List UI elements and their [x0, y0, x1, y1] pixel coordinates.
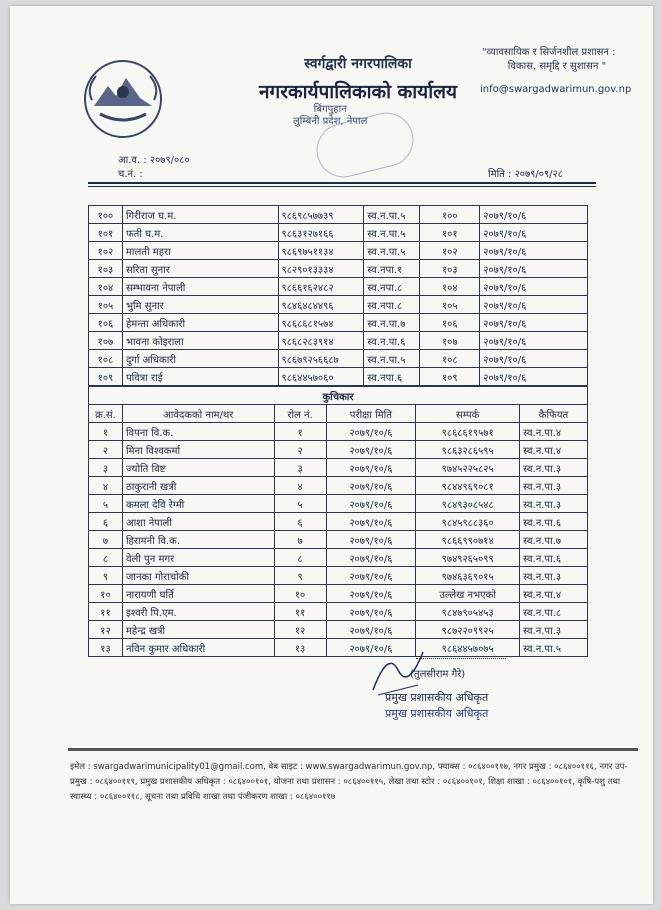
table-cell: १०० [89, 206, 123, 224]
table-cell: २०७९/१०/६ [480, 350, 588, 368]
table-cell: ४ [89, 477, 123, 495]
table-cell: स्व.नपा.१ [364, 260, 420, 278]
office-title: नगरकार्यपालिकाको कार्यालय [258, 81, 458, 103]
table-cell: २०७९/१०/६ [326, 603, 416, 621]
table-cell: ९८६९७५११३४ [278, 242, 364, 260]
table-cell: १०९ [89, 368, 123, 386]
table-cell: १०५ [420, 296, 480, 314]
table-cell: ९७४९२६५०९९ [416, 549, 520, 567]
office-name: स्वर्गद्वारी नगरपालिका [304, 56, 412, 72]
table-cell: १३ [274, 639, 326, 657]
table-cell: २०७९/१०/६ [480, 278, 588, 296]
table-cell: महेन्द्र खत्री [122, 621, 274, 639]
table-cell: स्व.नपा.८ [364, 278, 420, 296]
table-cell: १ [274, 423, 326, 441]
table-cell: २०७९/१०/६ [326, 621, 416, 639]
address-line-2: लुम्बिनी प्रदेश, नेपाल [293, 116, 368, 127]
table-cell: ९८४४९६९०८१ [416, 477, 520, 495]
table-cell: ९८४७९०५४५३ [416, 603, 520, 621]
column-header: सम्पर्क [416, 405, 520, 423]
table-cell: २०७९/१०/६ [480, 314, 588, 332]
letter-date: मिति : २०७९/०९/२८ [488, 169, 563, 180]
table-cell: १२ [274, 621, 326, 639]
table-cell: १२ [89, 621, 123, 639]
table-cell: स्व.न.पा.७ [520, 531, 588, 549]
table-cell: ९८४९३०८५४८ [416, 495, 520, 513]
table-cell: नविन कुमार अधिकारी [122, 639, 274, 657]
table-row [89, 585, 588, 603]
table-cell: २०७९/१०/६ [326, 459, 416, 477]
table-row [89, 495, 588, 513]
column-header: क्र.सं. [89, 405, 123, 423]
table-cell: ११ [89, 603, 123, 621]
table-row [89, 224, 588, 242]
table-cell: २०७९/१०/६ [480, 206, 588, 224]
table-cell: २०७९/१०/६ [326, 495, 416, 513]
table-row [89, 459, 588, 477]
table-cell: आशा नेपाली [122, 513, 274, 531]
table-cell: ८ [274, 549, 326, 567]
table-cell: स्व.न.पा.३ [520, 459, 588, 477]
table-row [89, 260, 588, 278]
table-cell: ११ [274, 603, 326, 621]
nepal-emblem-logo [82, 58, 164, 140]
table-row [89, 423, 588, 441]
table-cell: ७ [89, 531, 123, 549]
address-line-1: बिंगपुहान [313, 104, 347, 115]
table-header-row [89, 405, 588, 423]
table-row [89, 242, 588, 260]
table-cell: जानका गोराचोकी [122, 567, 274, 585]
table-cell: ज्योति विष्ट [122, 459, 274, 477]
table-cell: १०६ [420, 314, 480, 332]
table-cell: नारायणी घर्ति [122, 585, 274, 603]
table-cell: ९ [89, 567, 123, 585]
ref-number: च.नं. : [118, 169, 143, 180]
table-cell: भावना कोइराला [122, 332, 278, 350]
table-cell: स्व.न.पा.३ [520, 495, 588, 513]
table-cell: स्व.न.पा.५ [364, 224, 420, 242]
table-cell: २०७९/१०/६ [480, 224, 588, 242]
table-cell: २०७९/१०/६ [480, 296, 588, 314]
table-cell: ९८६४४५७०६० [278, 368, 364, 386]
table-cell: ३ [89, 459, 123, 477]
table-cell: ९८६८२८३९१४ [278, 332, 364, 350]
table-cell: ९ [274, 567, 326, 585]
table-cell: २०७९/१०/६ [480, 260, 588, 278]
table-cell: स्व.न.पा.६ [364, 332, 420, 350]
table-cell: ५ [274, 495, 326, 513]
table-cell: २०७९/१०/६ [480, 332, 588, 350]
table-row [89, 206, 588, 224]
table-cell: स्व.नपा.६ [364, 368, 420, 386]
table-cell: ९८६३२८६५९५ [416, 441, 520, 459]
column-header: परीक्षा मिति [326, 405, 416, 423]
table-cell: ८ [89, 549, 123, 567]
table-cell: १०७ [420, 332, 480, 350]
table-cell: २०७९/१०/६ [326, 441, 416, 459]
table-cell: फती घ.म. [122, 224, 278, 242]
table-cell: २०७९/१०/६ [326, 567, 416, 585]
footer-divider [68, 748, 638, 751]
kuchikar-table-body [89, 423, 588, 657]
table-cell: गिरीराज घ.म. [122, 206, 278, 224]
table-cell: २०७९/१०/६ [326, 477, 416, 495]
table-cell: १०० [420, 206, 480, 224]
table-row [89, 621, 588, 639]
table-row [89, 314, 588, 332]
table-cell: स्व.न.पा.४ [520, 585, 588, 603]
table-cell: २०७९/१०/६ [326, 531, 416, 549]
signatory-designation: प्रमुख प्रशासकीय अधिकृत [385, 691, 489, 704]
table-cell: १०९ [420, 368, 480, 386]
table-row [89, 477, 588, 495]
table-cell: मालती महरा [122, 242, 278, 260]
table-cell: ५ [89, 495, 123, 513]
table-cell: १०३ [420, 260, 480, 278]
table-cell: सम्भावना नेपाली [122, 278, 278, 296]
table-cell: ९८६९८५७७३९ [278, 206, 364, 224]
column-header: कैफियत [520, 405, 588, 423]
applicant-table-1 [88, 205, 588, 386]
table-cell: १०४ [420, 278, 480, 296]
table-cell: कमला देवि रेग्मी [122, 495, 274, 513]
table-cell: ६ [89, 513, 123, 531]
table-cell: स्व.नपा.८ [364, 296, 420, 314]
applicant-table-1-body [89, 206, 588, 386]
table-cell: पवित्रा राई [122, 368, 278, 386]
table-cell: ६ [274, 513, 326, 531]
table-cell: हिरामनी वि.क. [122, 531, 274, 549]
table-cell: १०४ [89, 278, 123, 296]
table-row [89, 531, 588, 549]
table-cell: मिना विश्वकर्मा [122, 441, 274, 459]
table-cell: २०७९/१०/६ [326, 423, 416, 441]
signature-line [416, 658, 506, 659]
table-row [89, 332, 588, 350]
office-email: info@swargadwarimun.gov.np [480, 84, 632, 95]
header-divider-thin [88, 186, 596, 187]
table-cell: स्व.न.पा.७ [364, 314, 420, 332]
table-cell: स्व.न.पा.३ [520, 567, 588, 585]
table-cell: ९८६४४५७०७५ [416, 639, 520, 657]
table-cell: ३ [274, 459, 326, 477]
table-cell: १०१ [420, 224, 480, 242]
table-cell: २०७९/१०/६ [480, 242, 588, 260]
table-cell: ९८४५९८८३६० [416, 513, 520, 531]
table-row [89, 350, 588, 368]
table-cell: १०६ [89, 314, 123, 332]
table-row [89, 296, 588, 314]
table-cell: १०१ [89, 224, 123, 242]
table-cell: स्व.न.पा.६ [520, 513, 588, 531]
table-cell: स्व.न.पा.४ [520, 423, 588, 441]
table-cell: १ [89, 423, 123, 441]
table-cell: ९८६६९९०७१४ [416, 531, 520, 549]
table-cell: ४ [274, 477, 326, 495]
section-title: कुचिकार [89, 387, 588, 405]
table-cell: ९७४५२२५८२५ [416, 459, 520, 477]
table-cell: स्व.न.पा.५ [364, 350, 420, 368]
table-cell: २०७९/१०/६ [326, 549, 416, 567]
table-cell: ठाकुरानी खत्री [122, 477, 274, 495]
table-cell: भुमि सुनार [122, 296, 278, 314]
table-cell: स्व.न.पा.८ [520, 603, 588, 621]
table-row [89, 603, 588, 621]
table-cell: १०३ [89, 260, 123, 278]
table-cell: स्व.न.पा.६ [520, 549, 588, 567]
table-cell: ९७४६३६९०१५ [416, 567, 520, 585]
table-cell: स्व.न.पा.५ [364, 242, 420, 260]
table-row [89, 639, 588, 657]
table-row [89, 549, 588, 567]
table-cell: ९८७२२०९९२५ [416, 621, 520, 639]
table-cell: ९८६३१२७१६६ [278, 224, 364, 242]
table-cell: ९८४६४८४४९६ [278, 296, 364, 314]
table-cell: ९८२९०१३३३४ [278, 260, 364, 278]
table-cell: स्व.न.पा.३ [520, 477, 588, 495]
table-cell: २०७९/१०/६ [326, 585, 416, 603]
table-cell: २ [274, 441, 326, 459]
table-cell: २०७९/१०/६ [326, 513, 416, 531]
table-cell: ७ [274, 531, 326, 549]
signatory-name: (तुलसीराम गैरे) [410, 669, 466, 680]
table-cell: ९८६८६१९५७१ [416, 423, 520, 441]
designation-block [385, 690, 488, 722]
table-cell: १०५ [89, 296, 123, 314]
table-cell: १३ [89, 639, 123, 657]
designation-stamp: प्रमुख प्रशासकीय अधिकृत [385, 707, 489, 720]
table-cell: स्व.न.पा.३ [520, 621, 588, 639]
table-cell: १० [274, 585, 326, 603]
fiscal-year: आ.व. : २०७९/०८० [118, 155, 190, 166]
table-cell: सरिता सुनार [122, 260, 278, 278]
table-cell: वेली पुन मगर [122, 549, 274, 567]
table-cell: इश्वरी पि.एम. [122, 603, 274, 621]
table-cell: १०७ [89, 332, 123, 350]
footer-contact: इमेल : swargadwarimunicipality01@gmail.com, वेब साइट : www.swargadwarimun.gov.np, फ्याक्स : ०८६४००११७, नगर प्रमुख : ०८६४००११६, नगर उप-प्रमुख : ०८६४००११९, प्रमुख प्रशासकीय अधिकृत : ०८६४००१०१, योजना तथा प्रशासन : ०८६४००११५, लेखा तथा स्टोर : ०८६४००१०१, शिक्षा शाखा : ०८६४००१०१, कृषि-पशु तथा स्वास्थ्य : ०८६४००११८, सूचना तथा प्रविधि शाखा तथा पंजीकरण शाखा : ०८६४००११७ [70, 762, 628, 802]
table-cell: २०७९/१०/६ [480, 368, 588, 386]
table-cell: २०७९/१०/६ [326, 639, 416, 657]
table-cell: १०८ [420, 350, 480, 368]
table-cell: स्व.न.पा.५ [520, 639, 588, 657]
table-row [89, 513, 588, 531]
table-cell: विपना वि.क. [122, 423, 274, 441]
column-header: रोल नं. [274, 405, 326, 423]
fiscal-block [118, 154, 190, 182]
table-cell: ९८६७९२५६६८७ [278, 350, 364, 368]
table-row [89, 278, 588, 296]
header-divider [88, 182, 596, 184]
kuchikar-table [88, 386, 588, 657]
table-cell: १०८ [89, 350, 123, 368]
table-cell: १०२ [420, 242, 480, 260]
table-cell: दुर्गा अधिकारी [122, 350, 278, 368]
table-row [89, 368, 588, 386]
table-cell: स्व.न.पा.५ [364, 206, 420, 224]
table-cell: १०२ [89, 242, 123, 260]
table-cell: उल्लेख नभएको [416, 585, 520, 603]
motto-line-2: विकास, समृद्दि र सुशासन " [507, 61, 607, 72]
table-cell: स्व.न.पा.४ [520, 441, 588, 459]
table-cell: हेमन्ता अधिकारी [122, 314, 278, 332]
table-cell: ९८६८६८१५७४ [278, 314, 364, 332]
table-cell: ९८६६१६२४८२ [278, 278, 364, 296]
column-header: आवेदकको नाम/थर [122, 405, 274, 423]
table-row [89, 441, 588, 459]
table-cell: १० [89, 585, 123, 603]
table-row [89, 567, 588, 585]
motto-line-1: "व्यावसायिक र सिर्जनशील प्रशासन : [482, 47, 616, 58]
motto [482, 46, 632, 74]
table-cell: २ [89, 441, 123, 459]
